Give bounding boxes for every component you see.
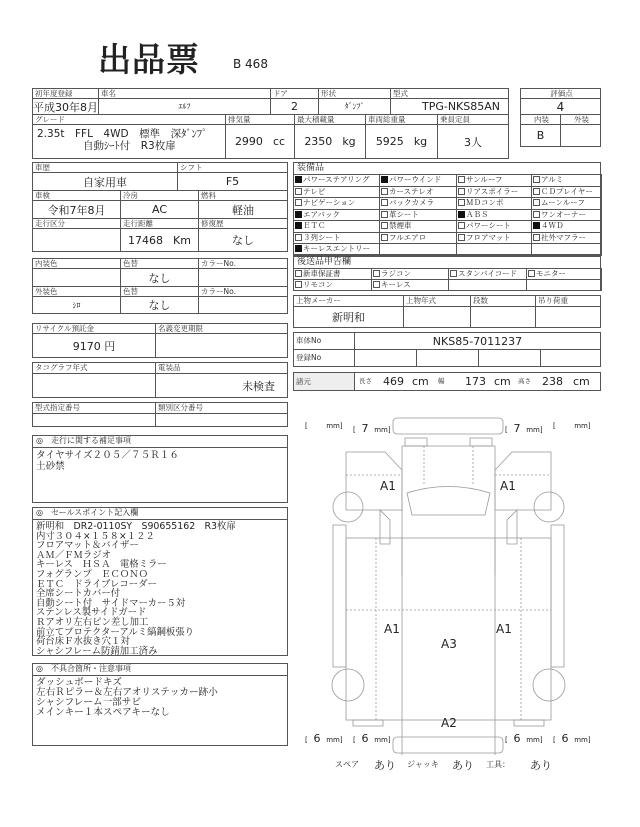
max-load-unit: kg [342, 135, 356, 148]
empty-cell [526, 279, 602, 291]
crane-load [535, 306, 601, 328]
car-name: ｴﾙﾌ [98, 98, 271, 115]
registration-no-cell-3 [478, 349, 541, 367]
type-designation-label: 型式指定番号 [32, 402, 156, 414]
inspection-label: 車検 [32, 190, 121, 201]
mm-unit: mm [374, 736, 388, 744]
tread-value: 7 [513, 422, 521, 435]
equipment-item [293, 279, 372, 291]
page-title: 出品票 [98, 40, 200, 79]
specs-values [354, 372, 601, 391]
equipment-item-label: ４ＷＤ [541, 221, 564, 230]
damage-mark: A3 [441, 637, 457, 651]
driving-notes-label: 走行に関する補足事項 [50, 436, 131, 445]
gross-weight-label: 車両総重量 [365, 114, 438, 125]
tread-depth: [ 6 mm] [505, 732, 543, 745]
interior-change: なし [120, 268, 199, 287]
unchecked-box-icon [295, 188, 302, 195]
grade-label: グレード [32, 114, 226, 125]
unchecked-box-icon [295, 270, 302, 277]
interior-color-no-label: カラーNo. [198, 258, 288, 269]
fuel-label: 燃料 [198, 190, 288, 201]
rear-light-right [514, 720, 544, 726]
score-label: 評価点 [520, 88, 601, 99]
bed-grid-lines [346, 538, 551, 720]
equipment-item-label: ＡＢＳ [466, 209, 489, 219]
unchecked-box-icon [533, 211, 540, 218]
ac-label: 冷房 [120, 190, 199, 201]
equipment-item-label: ムーンルーフ [541, 198, 585, 207]
equipment-item-label: フロアマット [466, 232, 511, 242]
max-load-value: 2350 [304, 135, 333, 148]
exterior-color-no [198, 296, 288, 314]
length: 469 [383, 375, 404, 388]
jack-label: ジャッキ [407, 760, 439, 769]
interior-color [32, 268, 121, 287]
unchecked-box-icon [458, 222, 465, 229]
tread-value: 7 [361, 422, 369, 435]
equipment-item-label: エアバック [303, 209, 340, 219]
displacement-unit: cc [272, 135, 286, 148]
unchecked-box-icon [458, 188, 465, 195]
door-panels [346, 452, 551, 510]
cab-lines [424, 446, 473, 485]
tool-label: 工具： [486, 760, 510, 769]
equipment-item-label: ＥＴＣ [303, 221, 326, 230]
unchecked-box-icon [295, 234, 302, 241]
damage-mark: A1 [384, 622, 400, 636]
front-right-wheel [534, 492, 564, 522]
tread-depth: [ mm] [305, 422, 343, 430]
repair: なし [198, 228, 288, 252]
tread-depth: [ 6 mm] [553, 732, 591, 745]
tread-value: 6 [313, 732, 321, 745]
checked-box-icon [533, 222, 540, 229]
exterior-score-label: 外装 [560, 114, 601, 125]
unchecked-box-icon [533, 188, 540, 195]
equipment-item-label: サンルーフ [466, 175, 503, 184]
defects-header: ◎ 不具合箇所・注意事項 [33, 664, 287, 676]
mileage-label: 走行距離 [120, 218, 199, 229]
equipment-item-label: アルミ [541, 175, 564, 184]
equipment-item-label: パワーステアリング [303, 175, 370, 184]
equipment-item [293, 243, 380, 256]
accessory: 未検査 [155, 373, 288, 398]
later-items-label: 後送品申告欄 [294, 257, 600, 269]
width: 173 [465, 375, 486, 388]
body-shape: ﾀﾞﾝﾌﾟ [318, 98, 391, 115]
height: 238 [542, 375, 563, 388]
equipment-item-label: パワーウインド [389, 175, 442, 184]
equipment-item-label: カーステレオ [389, 186, 434, 196]
equipment-item-label: スタンバイコード [458, 269, 518, 278]
first-reg: 平成30年8月 [32, 98, 99, 115]
repair-label: 修復歴 [198, 218, 288, 229]
chassis-no: NKS85-7011237 [354, 332, 601, 350]
driving-notes-header: ◎ 走行に関する補足事項 [33, 436, 287, 448]
mm-unit: mm [326, 422, 340, 430]
exterior-color-no-label: カラーNo. [198, 286, 288, 297]
name-label: 車名 [98, 88, 271, 99]
history: 自家用車 [32, 172, 178, 191]
equipment-item-label: バックカメラ [389, 198, 434, 207]
class-number-label: 類別区分番号 [155, 402, 288, 414]
transfer-deadline [155, 333, 288, 358]
equipment-item-label: 禁煙車 [389, 221, 412, 230]
tread-value: 6 [513, 732, 521, 745]
lot-number: B 468 [233, 57, 268, 71]
transfer-deadline-label: 名義変更期限 [155, 323, 288, 334]
chassis-no-label: 車体No [293, 332, 355, 350]
vehicle-diagram [290, 410, 610, 760]
sales-points [32, 507, 288, 656]
registration-no-cell-4 [540, 349, 601, 367]
unchecked-box-icon [458, 176, 465, 183]
rear-right-wheel [533, 669, 565, 701]
registration-no-cell-2 [416, 349, 479, 367]
door-count: 2 [270, 98, 319, 115]
equipment-item-label: キーレス [381, 280, 411, 289]
defects-text: ダッシュボードキズ 左右Ｒピラー＆左右アオリステッカー跡小 シャシフレーム一部サビ メインキー１本スペアキーなし [36, 677, 218, 718]
score-value: 4 [520, 98, 601, 115]
headlight-left [405, 438, 427, 446]
body-maker: 新明和 [293, 306, 404, 328]
grade-line-2: 自動ｼｰﾄ付 R3枚扉 [83, 140, 176, 152]
width-label: 幅 [438, 377, 445, 385]
stages [470, 306, 536, 328]
unchecked-box-icon [533, 234, 540, 241]
stages-label: 段数 [470, 295, 536, 307]
damage-mark: A1 [500, 479, 516, 493]
equipment-item-label: キーレスエントリー [303, 244, 371, 253]
headlight-right [470, 438, 492, 446]
unchecked-box-icon [533, 199, 540, 206]
jack: あり [452, 759, 474, 772]
equipment-label: 装備品 [294, 163, 600, 175]
sales-points-label: セールスポイント記入欄 [50, 508, 139, 517]
equipment-item-label: パワーシート [466, 221, 511, 230]
empty-cell [448, 279, 527, 291]
empty-cell [531, 243, 602, 256]
max-load [294, 124, 366, 159]
width-unit: cm [494, 375, 511, 388]
specs-label: 諸元 [293, 372, 355, 391]
exterior-score [560, 124, 601, 147]
displacement-label: 排気量 [225, 114, 295, 125]
type-designation [32, 413, 156, 427]
displacement-value: 2990 [234, 135, 263, 148]
damage-mark: A2 [441, 716, 457, 730]
body-year-label: 上物年式 [403, 295, 471, 307]
exterior-color-label: 外装色 [32, 286, 121, 297]
length-unit: cm [412, 375, 429, 388]
equipment-item-label: ＭＤコンポ [466, 198, 504, 207]
equipment-item-label: リモコン [303, 280, 333, 289]
shape-label: 形状 [318, 88, 391, 99]
mm-unit: mm [574, 736, 588, 744]
checked-box-icon [295, 222, 302, 229]
unchecked-box-icon [381, 199, 388, 206]
crane-load-label: 吊り荷重 [535, 295, 601, 307]
grade-line-1: 2.35t FFL 4WD 標準 深ﾀﾞﾝﾌﾟ [37, 128, 208, 140]
unchecked-box-icon [381, 211, 388, 218]
unchecked-box-icon [450, 270, 457, 277]
cargo-bed [346, 538, 551, 720]
mileage-type-label: 走行区分 [32, 218, 121, 229]
equipment-item-label: フルエアロ [389, 232, 427, 242]
unchecked-box-icon [458, 234, 465, 241]
mileage [120, 228, 199, 252]
tool: あり [530, 759, 552, 772]
rear-light-left [353, 720, 383, 726]
recycle-label: リサイクル預託金 [32, 323, 156, 334]
equipment-item-label: リアスポイラー [466, 186, 519, 196]
rear-bumper [393, 737, 503, 753]
side-guard-left [333, 525, 346, 667]
unchecked-box-icon [373, 270, 380, 277]
interior-color-label: 内装色 [32, 258, 121, 269]
equipment-item [371, 279, 449, 291]
height-unit: cm [573, 375, 590, 388]
mm-unit: mm [526, 736, 540, 744]
mm-unit: mm [526, 426, 540, 434]
equipment-item-label: 革シート [389, 209, 419, 219]
tread-depth: [ 7 mm] [505, 422, 543, 435]
grade [32, 124, 226, 159]
equipment-item-label: ワンオーナー [541, 209, 586, 219]
windshield [407, 487, 490, 516]
interior-score: B [520, 124, 561, 147]
class-number [155, 413, 288, 427]
defects-label: 不具合箇所・注意事項 [50, 664, 131, 673]
unchecked-box-icon [373, 281, 380, 288]
damage-mark: A1 [380, 479, 396, 493]
capacity: 3人 [437, 124, 509, 159]
mileage-type [32, 228, 121, 252]
mm-unit: mm [574, 422, 588, 430]
gross-weight [365, 124, 438, 159]
exterior-change: なし [120, 296, 199, 314]
equipment-item-label: 新車保証書 [303, 269, 341, 278]
equipment-item-label: ラジコン [381, 269, 411, 278]
tacho-year [32, 373, 156, 398]
equipment-item-label: テレビ [303, 186, 326, 196]
recycle-fee: 9170 円 [32, 333, 156, 358]
mileage-value: 17468 [128, 233, 164, 247]
shift: F5 [177, 172, 288, 191]
ac: AC [120, 200, 199, 219]
checked-box-icon [458, 211, 465, 218]
spare: あり [374, 759, 396, 772]
defects [32, 663, 288, 746]
registration-no-cell-1 [354, 349, 417, 367]
mm-unit: mm [326, 736, 340, 744]
max-load-label: 最大積載量 [294, 114, 366, 125]
body-maker-label: 上物メーカー [293, 295, 404, 307]
interior-change-label: 色替 [120, 258, 199, 269]
checked-box-icon [295, 211, 302, 218]
capacity-label: 乗員定員 [437, 114, 509, 125]
unchecked-box-icon [381, 222, 388, 229]
accessory-label: 電装品 [155, 362, 288, 374]
tread-depth: [ 6 mm] [305, 732, 343, 745]
tread-value: 6 [561, 732, 569, 745]
gross-weight-unit: kg [413, 135, 428, 148]
driving-notes [32, 435, 288, 503]
exterior-color: ｼﾛ [32, 296, 121, 314]
unchecked-box-icon [295, 281, 302, 288]
equipment-item-label: モニター [536, 269, 566, 278]
tread-value: 6 [361, 732, 369, 745]
tread-depth: [ mm] [553, 422, 591, 430]
tread-depth: [ 6 mm] [353, 732, 391, 745]
unchecked-box-icon [528, 270, 535, 277]
later-items-section [293, 256, 601, 291]
model-label: 型式 [390, 88, 509, 99]
cab-outline [402, 446, 495, 575]
inspection: 令和7年8月 [32, 200, 121, 219]
door-label: ドア [270, 88, 319, 99]
unchecked-box-icon [533, 176, 540, 183]
first-reg-label: 初年度登録 [32, 88, 99, 99]
registration-no-label: 登録No [293, 349, 355, 367]
equipment-item-label: ＣＤプレイヤー [541, 186, 593, 196]
displacement [225, 124, 295, 159]
sales-points-text: 新明和 DR2-0110SY S90655162 R3枚扉 内寸３０４×１５８×１２２ フロアマット＆バイザー ＡＭ／ＦＭラジオ キーレス ＨＳＡ 電格ミラー フォグランプ ＥＣＯＮＯ ＥＴＣ ドライブレコーダー 全席シートカバー付 自動シート付 サイドマーカー５対 ステンレス製サイドガード Ｒアオリ左右ピン差し加工 前立てプロテクターアルミ縞鋼板張り 荷台床Ｆ水抜き穴１対 シャシフレーム防錆加工済み [36, 521, 236, 657]
front-bumper [393, 418, 503, 434]
side-guard-right [551, 525, 564, 667]
mileage-unit: Km [173, 233, 191, 247]
equipment-item-label: ナビゲーション [303, 198, 356, 207]
equipment-section [293, 162, 601, 255]
unchecked-box-icon [295, 199, 302, 206]
interior-score-label: 内装 [520, 114, 561, 125]
tread-depth: [ 7 mm] [353, 422, 391, 435]
shift-label: シフト [177, 162, 288, 173]
length-label: 長さ [359, 377, 372, 385]
exterior-change-label: 色替 [120, 286, 199, 297]
model-code: TPG-NKS85AN [390, 98, 509, 115]
driving-notes-text: タイヤサイズ２０５／７５Ｒ１６ 土砂禁 [36, 450, 179, 472]
checked-box-icon [295, 245, 302, 252]
spare-label: スペア [335, 760, 359, 769]
checked-box-icon [295, 176, 302, 183]
unchecked-box-icon [381, 234, 388, 241]
tacho-label: タコグラフ年式 [32, 362, 156, 374]
height-label: 高さ [518, 377, 531, 385]
rear-left-wheel [332, 669, 364, 701]
history-label: 車歴 [32, 162, 178, 173]
equipment-item-label: ３列シート [303, 232, 341, 242]
unchecked-box-icon [381, 188, 388, 195]
gross-weight-value: 5925 [375, 135, 404, 148]
mm-unit: mm [374, 426, 388, 434]
sales-points-header: ◎ セールスポイント記入欄 [33, 508, 287, 520]
fuel: 軽油 [198, 200, 288, 219]
damage-mark: A1 [496, 622, 512, 636]
unchecked-box-icon [458, 199, 465, 206]
checked-box-icon [381, 176, 388, 183]
equipment-item-label: 社外マフラー [541, 232, 586, 242]
empty-cell [379, 243, 457, 256]
front-left-wheel [333, 492, 363, 522]
body-year [403, 306, 471, 328]
interior-color-no [198, 268, 288, 287]
empty-cell [456, 243, 532, 256]
